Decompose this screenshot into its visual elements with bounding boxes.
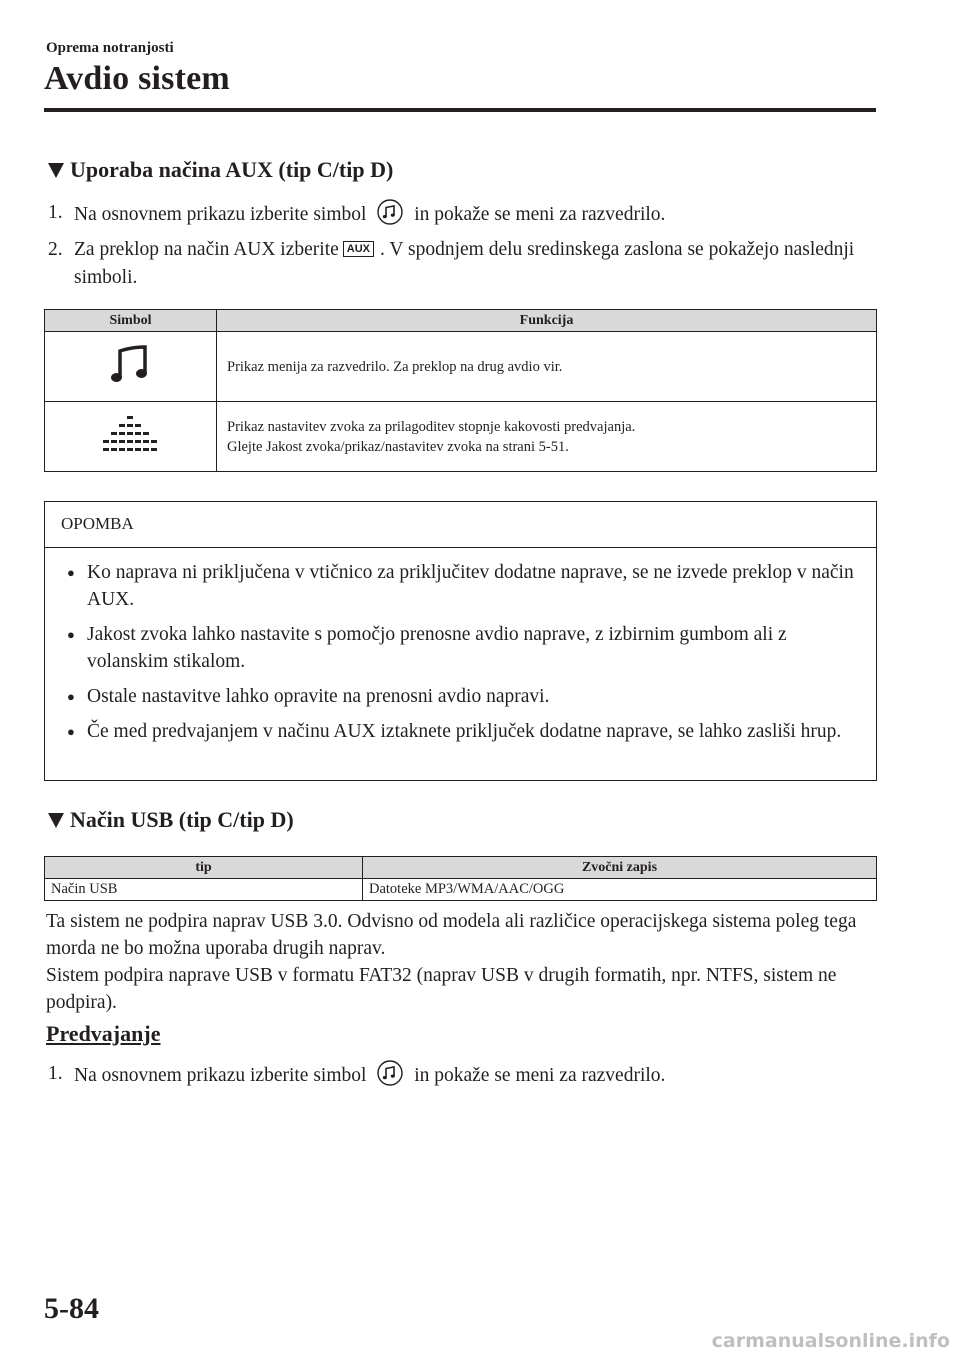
list-item (67, 559, 862, 613)
table-header-cell: Simbol (45, 310, 217, 332)
function-text: Prikaz menija za razvedrilo. Za preklop na drug avdio vir. (227, 358, 563, 375)
music-note-icon (377, 1060, 403, 1086)
bullet-icon: ● (67, 724, 75, 739)
table-cell-function (217, 332, 877, 402)
page-number: 5-84 (44, 1292, 99, 1325)
table-cell-symbol (45, 332, 217, 402)
table-header-cell: tip (45, 857, 363, 879)
symbol-table (44, 309, 877, 472)
step-text-before: Na osnovnem prikazu izberite simbol (74, 204, 367, 225)
table-header-cell: Zvočni zapis (363, 857, 877, 879)
watermark: carmanualsonline.info (711, 1330, 950, 1352)
list-item (67, 718, 862, 745)
note-box (44, 501, 877, 781)
note-text: Jakost zvoka lahko nastavite s pomočjo prenosne avdio naprave, z izbirnim gumbom ali z volanskim stikalom. (87, 624, 787, 672)
usb-section-heading (48, 807, 294, 833)
step-text (74, 199, 868, 229)
usb-format-table (44, 856, 877, 901)
bullet-icon: ● (67, 565, 75, 580)
note-title: OPOMBA (45, 502, 876, 548)
step-text-after: . V spodnjem delu sredinskega zaslona se pokažejo naslednji simboli. (74, 239, 855, 288)
step-text-before: Za preklop na način AUX izberite (74, 239, 339, 260)
table-header-row (45, 310, 877, 332)
function-text: Glejte Jakost zvoka/prikaz/nastavitev zvoka na strani 5-51. (227, 438, 569, 455)
table-row (45, 332, 877, 402)
table-cell: Način USB (45, 879, 363, 901)
step-text-after: in pokaže se meni za razvedrilo. (414, 1065, 666, 1086)
step-number: 1. (48, 1063, 63, 1084)
triangle-down-icon (48, 163, 64, 178)
music-note-icon (108, 341, 154, 387)
note-text: Ko naprava ni priključena v vtičnico za priključitev dodatne naprave, se ne izvede preklop v način AUX. (87, 562, 854, 610)
function-text: Prikaz nastavitev zvoka za prilagoditev stopnje kakovosti predvajanja. (227, 418, 636, 435)
list-item (67, 621, 862, 675)
usb-paragraph-2: Sistem podpira naprave USB v formatu FAT32 (naprav USB v drugih formatih, npr. NTFS, sistem ne podpira). (46, 965, 837, 1013)
table-header-row (45, 857, 877, 879)
title-divider (44, 108, 876, 112)
aux-button-icon: AUX (343, 241, 374, 257)
note-list (45, 548, 876, 745)
table-cell-function (217, 402, 877, 472)
usb-paragraph-1: Ta sistem ne podpira naprav USB 3.0. Odvisno od modela ali različice operacijskega sistema poleg tega morda ne bo možna uporaba drugih naprav. (46, 911, 857, 959)
step-number: 2. (48, 239, 63, 260)
table-cell-symbol (45, 402, 217, 472)
list-item (67, 683, 862, 710)
equalizer-icon (102, 412, 160, 456)
aux-step-1 (48, 199, 868, 229)
triangle-down-icon (48, 813, 64, 828)
playback-subheading: Predvajanje (46, 1021, 161, 1046)
step-text-after: in pokaže se meni za razvedrilo. (414, 204, 666, 225)
aux-section-heading (48, 157, 393, 183)
step-number: 1. (48, 202, 63, 223)
aux-step-2 (48, 236, 868, 292)
table-row (45, 402, 877, 472)
step-text-before: Na osnovnem prikazu izberite simbol (74, 1065, 367, 1086)
table-header-cell: Funkcija (217, 310, 877, 332)
usb-heading-text: Način USB (tip C/tip D) (70, 807, 294, 832)
table-row (45, 879, 877, 901)
bullet-icon: ● (67, 689, 75, 704)
note-text: Če med predvajanjem v načinu AUX iztaknete priključek dodatne naprave, se lahko zasliši hrup. (87, 721, 842, 742)
step-text (74, 236, 868, 292)
table-cell: Datoteke MP3/WMA/AAC/OGG (363, 879, 877, 901)
aux-heading-text: Uporaba načina AUX (tip C/tip D) (70, 157, 394, 182)
bullet-icon: ● (67, 627, 75, 642)
note-text: Ostale nastavitve lahko opravite na prenosni avdio napravi. (87, 686, 550, 707)
music-note-icon (377, 199, 403, 225)
page-title: Avdio sistem (44, 60, 230, 97)
usb-step-1 (48, 1060, 868, 1090)
breadcrumb: Oprema notranjosti (46, 40, 174, 56)
step-text (74, 1060, 868, 1090)
